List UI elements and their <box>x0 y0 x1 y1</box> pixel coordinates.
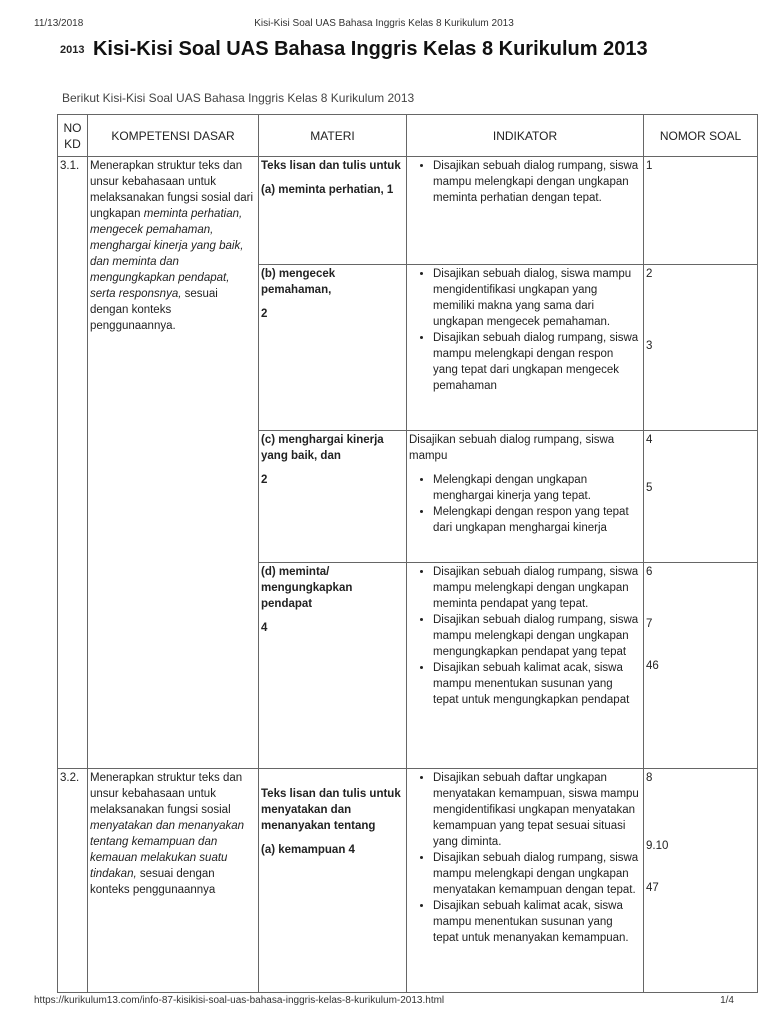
indicator-item: • Disajikan sebuah daftar ungkapan menyatakan kemampuan, siswa mampu mengidentifikasi ungkapan menyatakan kemampuan yang tepat sesuai situasi yang diminta. <box>433 770 641 850</box>
materi-count: 2 <box>261 474 268 486</box>
nomor-value: 3 <box>646 340 653 352</box>
header-no-kd: NO KD <box>58 115 88 157</box>
intro-text: Berikut Kisi-Kisi Soal UAS Bahasa Inggris Kelas 8 Kurikulum 2013 <box>62 91 415 105</box>
kompetensi-text: sesuai dengan konteks penggunaannya. <box>90 288 218 332</box>
indicator-item: • Disajikan sebuah dialog rumpang, siswa mampu melengkapi dengan ungkapan menyatakan kemampuan dengan tepat. <box>433 850 641 898</box>
header-kompetensi: KOMPETENSI DASAR <box>88 115 259 157</box>
kompetensi-text: Menerapkan struktur teks dan unsur kebahasaan untuk melaksanakan fungsi sosial dari ungkapan <box>90 160 254 220</box>
kompetensi-text: Menerapkan struktur teks dan unsur kebahasaan untuk melaksanakan fungsi sosial <box>90 772 243 816</box>
page-title: Kisi-Kisi Soal UAS Bahasa Inggris Kelas 8 Kurikulum 2013 <box>92 38 648 60</box>
indikator-cell <box>407 265 644 431</box>
nomor-value: 6 <box>646 566 653 578</box>
kompetensi-dasar <box>88 769 259 993</box>
kompetensi-italic: meminta perhatian, mengecek pemahaman, menghargai kinerja yang baik, dan meminta dan mengungkapkan pendapat, serta responsnya, <box>90 208 244 300</box>
page-title-row <box>60 38 648 61</box>
materi-count: 2 <box>261 308 268 320</box>
indicator-item: • Disajikan sebuah dialog rumpang, siswa mampu melengkapi dengan respon yang tepat dari ungkapan mengecek pemahaman <box>433 330 641 394</box>
indicator-item: • Disajikan sebuah dialog, siswa mampu mengidentifikasi ungkapan yang memiliki makna yang sama dari ungkapan mengecek pemahaman. <box>433 266 641 330</box>
materi-intro: Teks lisan dan tulis untuk menyatakan dan menanyakan tentang <box>261 788 401 832</box>
indikator-cell <box>407 769 644 993</box>
kompetensi-text: sesuai dengan konteks penggunaannya <box>90 868 216 896</box>
nomor-value: 9.10 <box>646 840 669 852</box>
print-date: 11/13/2018 <box>34 18 84 29</box>
materi-item: (c) menghargai kinerja yang baik, dan <box>261 434 384 462</box>
kompetensi-dasar <box>88 157 259 769</box>
nomor-cell <box>644 265 758 431</box>
header-indikator: INDIKATOR <box>407 115 644 157</box>
kd-number: 3.2. <box>58 769 88 993</box>
materi-cell <box>259 769 407 993</box>
materi-item: (a) meminta perhatian, 1 <box>261 184 394 196</box>
print-title: Kisi-Kisi Soal UAS Bahasa Inggris Kelas 8 Kurikulum 2013 <box>254 18 514 29</box>
nomor-value: 7 <box>646 618 653 630</box>
kisi-kisi-table <box>57 114 758 993</box>
nomor-value: 2 <box>646 268 653 280</box>
nomor-cell <box>644 157 758 265</box>
materi-cell <box>259 157 407 265</box>
table-row <box>58 769 758 993</box>
indicator-item: • Melengkapi dengan respon yang tepat dari ungkapan menghargai kinerja <box>433 504 641 536</box>
print-page-number: 1/4 <box>720 995 734 1006</box>
nomor-cell <box>644 769 758 993</box>
indicator-item: • Disajikan sebuah dialog rumpang, siswa mampu melengkapi dengan ungkapan meminta pendapat yang tepat. <box>433 564 641 612</box>
table-header-row <box>58 115 758 157</box>
materi-cell <box>259 431 407 563</box>
indicator-item: • Disajikan sebuah dialog rumpang, siswa mampu melengkapi dengan ungkapan mengungkapkan pendapat yang tepat <box>433 612 641 660</box>
indikator-cell <box>407 431 644 563</box>
indicator-item: • Disajikan sebuah kalimat acak, siswa mampu menentukan susunan yang tepat untuk mengungkapkan pendapat <box>433 660 641 708</box>
nomor-value: 8 <box>646 772 653 784</box>
nomor-value: 1 <box>646 160 653 172</box>
indicator-item: • Disajikan sebuah kalimat acak, siswa mampu menentukan susunan yang tepat untuk menanyakan kemampuan. <box>433 898 641 946</box>
indicator-intro: Disajikan sebuah dialog rumpang, siswa mampu <box>409 434 615 462</box>
header-materi: MATERI <box>259 115 407 157</box>
kd-number: 3.1. <box>58 157 88 769</box>
materi-item: (a) kemampuan 4 <box>261 844 355 856</box>
nomor-value: 5 <box>646 482 653 494</box>
indicator-item: • Disajikan sebuah dialog rumpang, siswa mampu melengkapi dengan ungkapan meminta perhatian dengan tepat. <box>433 158 641 206</box>
header-nomor: NOMOR SOAL <box>644 115 758 157</box>
indikator-cell <box>407 563 644 769</box>
nomor-value: 4 <box>646 434 653 446</box>
nomor-value: 47 <box>646 882 659 894</box>
print-url: https://kurikulum13.com/info-87-kisikisi-soal-uas-bahasa-inggris-kelas-8-kurikulum-2013.html <box>34 995 445 1006</box>
indicator-item: • Melengkapi dengan ungkapan menghargai kinerja yang tepat. <box>433 472 641 504</box>
indikator-cell <box>407 157 644 265</box>
materi-cell <box>259 563 407 769</box>
nomor-cell <box>644 431 758 563</box>
materi-cell <box>259 265 407 431</box>
table-row <box>58 157 758 265</box>
materi-item: (b) mengecek pemahaman, <box>261 268 336 296</box>
materi-count: 4 <box>261 622 268 634</box>
logo-2013: 2013 <box>60 43 85 56</box>
nomor-value: 46 <box>646 660 659 672</box>
kompetensi-italic: menyatakan dan menanyakan tentang kemampuan dan kemauan melakukan suatu tindakan, <box>90 820 245 880</box>
materi-intro: Teks lisan dan tulis untuk <box>261 160 401 172</box>
nomor-cell <box>644 563 758 769</box>
materi-item: (d) meminta/ mengungkapkan pendapat <box>261 566 353 610</box>
